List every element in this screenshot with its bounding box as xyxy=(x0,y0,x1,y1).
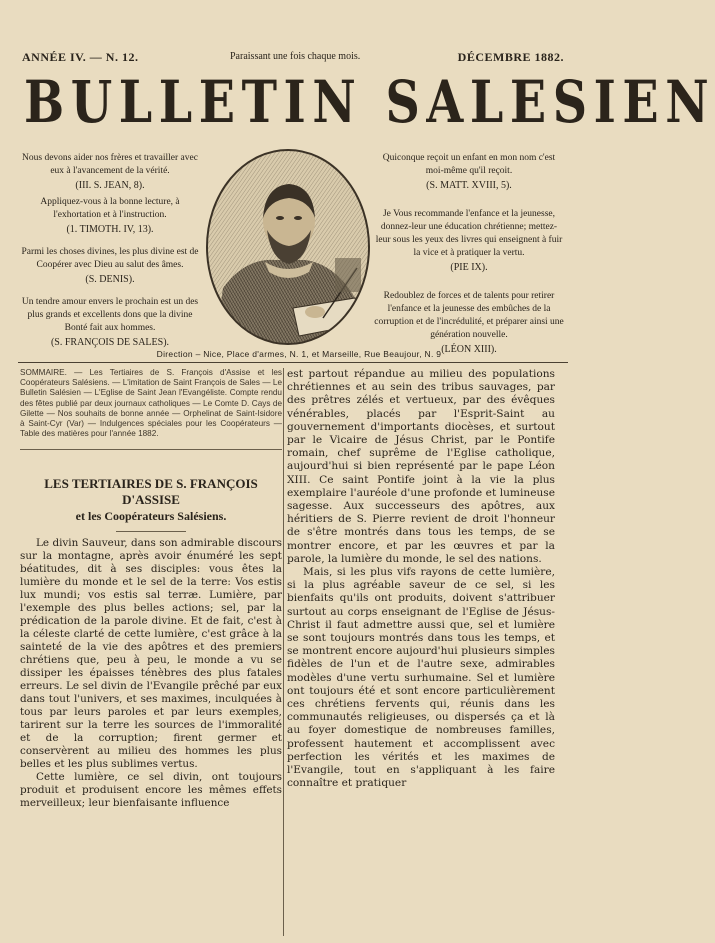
quote-source: (LÉON XIII). xyxy=(441,344,497,355)
bulletin-title: BULLETIN SALESIEN xyxy=(24,68,715,136)
paragraph: est partout répandue au milieu des populations chrétiennes et au sein des tribus sauvages, par des prêtres zélés et vertueux, par des évêques vénérables, placés par l'Esprit-Saint au gouvernement d'importants diocèses, et surtout par le Vicaire de Jésus Christ, par le Pontife romain, chef suprême de l'Eglise catholique, aujourd'hui si bien représenté par le pape Léon XIII. Ce saint Pontife joint à la vie la plus exemplaire l'auréole d'une profonde et lumineuse sagesse. Aux successeurs des apôtres, aux héritiers de S. Pierre revient de droit l'honneur de s'être montrés dans tous les temps, de se montrer encore, et par les œuvres et par la parole, la lumière du monde, le sel des nations. xyxy=(287,368,555,565)
article-body-left xyxy=(20,537,282,810)
quote-source: (1. TIMOTH. IV, 13). xyxy=(66,224,154,235)
paragraph: Le divin Sauveur, dans son admirable discours sur la montagne, après avoir énuméré les sept béatitudes, dit à ses disciples: vous êtes la lumière du monde et le sel de la terre: Vos estis lux mundi; vos estis sal terræ. Lumière, par l'exemple des plus belles actions; sel, par la prédication de la parole divine. Et de fait, c'est à la céleste clarté de cette lumière, c'est grâce à la sainteté de la vie des apôtres et des premiers chrétiens que, peu à peu, le monde a vu se dissiper les épaisses ténèbres des plus fatales erreurs. Le sel divin de l'Evangile prêché par eux dans tout l'univers, et ses maximes, inculquées à tous par leurs paroles et par leurs exemples, tarirent sur la terre les sources de l'immoralité et de la corruption; firent germer et conservèrent au milieu des hommes les plus belles et les plus sublimes vertus. xyxy=(20,537,282,771)
quote-left-4 xyxy=(20,296,200,349)
right-column xyxy=(287,368,555,791)
article-title: LES TERTIAIRES DE S. FRANÇOIS D'ASSISE xyxy=(44,476,258,508)
paragraph: Cette lumière, ce sel divin, ont toujours produit et produisent encore les mêmes effets merveilleux; leur bienfaisante influence xyxy=(20,771,282,810)
quote-text: Appliquez-vous à la bonne lecture, à l'exhortation et à l'instruction. xyxy=(40,197,180,220)
sommaire: SOMMAIRE. — Les Tertiaires de S. François d'Assise et les Coopérateurs Salésiens. — L'imitation de Saint François de Sales — Le Bulletin Salésien — L'Eglise de Saint Jean l'Evangéliste. Compte rendu des fêtes publié par deux journaux catholiques — Le Comte D. Cays de Gilette — Nos souhaits de bonne année — Orphelinat de Saint-Isidore à Saint-Cyr (Var) — Indulgences spéciales pour les Coopérateurs — Table des matières pour l'année 1882. xyxy=(20,368,282,439)
quote-source: (PIE IX). xyxy=(450,262,488,273)
portrait-medallion xyxy=(205,148,371,346)
quote-right-1 xyxy=(374,152,564,192)
quote-left-2 xyxy=(20,196,200,236)
quote-left-3 xyxy=(20,246,200,286)
quote-source: (S. MATT. XVIII, 5). xyxy=(426,180,512,191)
column-divider xyxy=(283,368,284,936)
direction-address: Direction – Nice, Place d'armes, N. 1, et Marseille, Rue Beaujour, N. 9 xyxy=(156,349,442,359)
quote-text: Nous devons aider nos frères et travailler avec eux à l'avancement de la vérité. xyxy=(22,153,198,176)
sommaire-rule xyxy=(20,449,282,450)
quote-text: Redoublez de forces et de talents pour retirer l'enfance et la jeunesse des embûches de la corruption et de l'incrédulité, et préparer ainsi une génération nouvelle. xyxy=(374,291,564,340)
quote-source: (S. FRANÇOIS DE SALES). xyxy=(50,337,170,348)
quote-source: (S. DENIS). xyxy=(85,274,135,285)
title-rule xyxy=(116,531,186,532)
quote-text: Un tendre amour envers le prochain est un des plus grands et excellents dons que la divine Bonté fait aux hommes. xyxy=(21,297,199,333)
quote-source: (III. S. JEAN, 8). xyxy=(75,180,145,191)
quote-text: Parmi les choses divines, les plus divine est de Coopérer avec Dieu au salut des âmes. xyxy=(21,247,199,270)
quote-text: Quiconque reçoit un enfant en mon nom c'est moi-même qu'il reçoit. xyxy=(382,153,556,176)
quote-left-1 xyxy=(20,152,200,192)
publication-frequency: Paraissant une fois chaque mois. xyxy=(230,51,361,62)
issue-date: DÉCEMBRE 1882. xyxy=(457,50,564,64)
left-column xyxy=(20,368,282,810)
article-body-right xyxy=(287,368,555,791)
quote-right-2 xyxy=(374,208,564,274)
quote-right-3 xyxy=(374,290,564,356)
header-rule xyxy=(18,362,568,363)
article-subtitle: et les Coopérateurs Salésiens. xyxy=(75,509,227,524)
paragraph: Mais, si les plus vifs rayons de cette lumière, si la plus agréable saveur de ce sel, si les bienfaits qu'ils ont produits, doivent s'attribuer surtout au corps enseignant de l'Eglise de Jésus-Christ il faut admettre aussi que, sel et lumière se sont toujours montrés dans tous les temps, et se montrent encore aujourd'hui plusieurs simples fidèles de l'un et de l'autre sexe, admirables modèles d'une vertu surhumaine. Sel et lumière ont toujours été et sont encore particulièrement ces chrétiens fervents qui, réunis dans les communautés religieuses, ou dispersés ça et là au foyer domestique de nombreuses familles, professent hautement et accomplissent avec perfection les vérités et les maximes de l'Evangile, tout en s'appliquant à les faire connaître et pratiquer xyxy=(287,566,555,790)
quote-text: Je Vous recommande l'enfance et la jeunesse, donnez-leur une éducation chrétienne; mettez-leur sous les yeux des livres qui enseignent à fuir la vice et à pratiquer la vertu. xyxy=(375,209,563,258)
portrait-engraving xyxy=(205,148,371,346)
issue-number: ANNÉE IV. — N. 12. xyxy=(22,50,139,64)
